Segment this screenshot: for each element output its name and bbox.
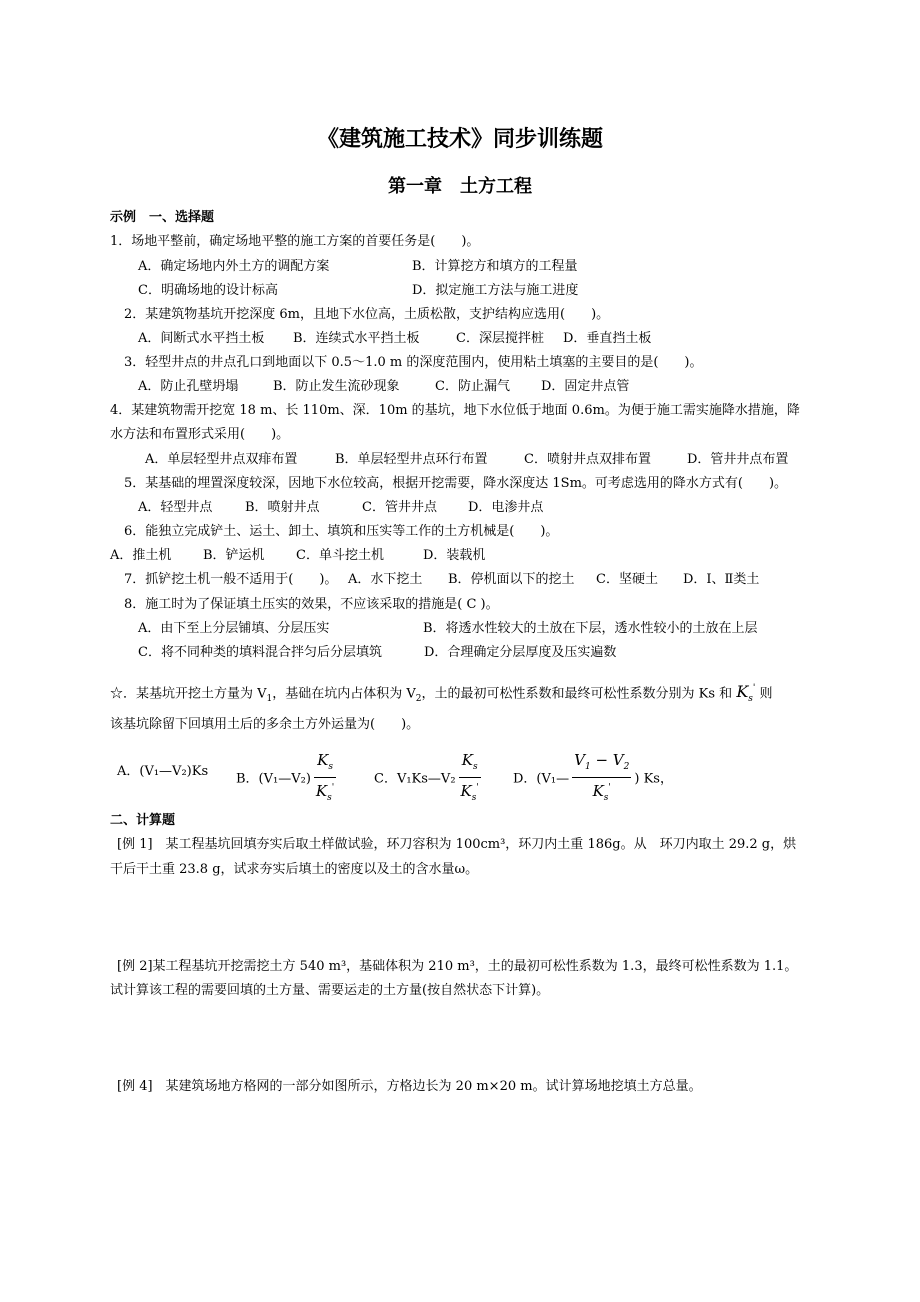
question-9-option-d xyxy=(513,750,673,808)
question-1-option-a: A．确定场地内外土方的调配方案 xyxy=(138,259,330,274)
example-2-line1: [例 2]某工程基坑开挖需挖土方 540 m³，基础体积为 210 m³，土的最初可松性系数为 1.3，最终可松性系数为 1.1。 xyxy=(117,959,798,974)
question-9-option-c-prefix: C．V₁Ks—V₂ xyxy=(374,771,456,787)
question-4-option-b: B．单层轻型井点环行布置 xyxy=(335,452,488,467)
question-9-stem-line1: ☆．某基坑开挖土方量为 $V_1$，基础在坑内占体积为 $V_2$，土的最初可松性系数和最终可松性系数分别为 Ks 和 $K_s'$ 则 xyxy=(110,682,773,705)
question-5-stem: 5．某基础的埋置深度较深，因地下水位较高，根据开挖需要，降水深度达 1Sm。可考虑选用的降水方式有( )。 xyxy=(124,476,788,491)
fraction-v1-minus-v2-over-ks-prime: $\frac{V_1 - V_2}{K_s'}$ xyxy=(574,751,630,803)
question-8-stem: 8．施工时为了保证填土压实的效果，不应该采取的措施是( C )。 xyxy=(124,597,499,612)
question-3-option-d: D．固定井点管 xyxy=(541,379,630,394)
question-6-stem: 6．能独立完成铲土、运土、卸土、填筑和压实等工作的土方机械是( )。 xyxy=(124,524,559,539)
question-4-stem-line2: 水方法和布置形式采用( )。 xyxy=(110,427,290,442)
question-1-stem: 1．场地平整前，确定场地平整的施工方案的首要任务是( )。 xyxy=(110,234,480,249)
question-1-option-d: D．拟定施工方法与施工进度 xyxy=(412,283,579,298)
question-6-option-d: D．装载机 xyxy=(423,548,486,563)
question-5-option-d: D．电渗井点 xyxy=(468,500,544,515)
question-4-stem-line1: 4．某建筑物需开挖宽 18 m、长 110m、深．10m 的基坑，地下水位低于地面 0.6m。为便于施工需实施降水措施，降 xyxy=(110,403,800,418)
question-6-option-c: C．单斗挖土机 xyxy=(296,548,384,563)
question-4-option-c: C．喷射井点双排布置 xyxy=(524,452,651,467)
example-4-line1: [例 4] 某建筑场地方格网的一部分如图所示，方格边长为 20 m×20 m。试计算场地挖填土方总量。 xyxy=(117,1079,702,1094)
question-2-stem: 2．某建筑物基坑开挖深度 6m，且地下水位高，土质松散，支护结构应选用( )。 xyxy=(124,307,610,322)
question-7-stem: 7．抓铲挖土机一般不适用于( )。 xyxy=(124,572,338,587)
question-9-option-b-prefix: B．(V₁—V₂) xyxy=(236,771,311,787)
question-7-option-d: D．I、Ⅱ类土 xyxy=(683,572,760,587)
question-1-option-b: B．计算挖方和填方的工程量 xyxy=(412,259,578,274)
question-1-option-c: C．明确场地的设计标高 xyxy=(138,283,278,298)
question-9-stem-part-d: 则 xyxy=(759,686,773,702)
question-5-option-b: B．喷射井点 xyxy=(245,500,320,515)
question-9-option-a: A．(V₁—V₂)Ks xyxy=(117,764,209,779)
question-4-option-d: D．管井井点布置 xyxy=(687,452,789,467)
question-7-option-b: B．停机面以下的挖土 xyxy=(448,572,575,587)
question-9-option-d-suffix: ) Ks， xyxy=(634,771,673,787)
fraction-ks-over-ks-prime: $\frac{K_s}{K_s'}$ xyxy=(315,751,335,803)
ks-prime-symbol: $K_s'$ xyxy=(736,682,756,705)
question-7-option-a: A．水下挖土 xyxy=(348,572,423,587)
section-heading-calculation: 二、计算题 xyxy=(110,813,176,828)
question-8-option-b: B．将透水性较大的土放在下层，透水性较小的土放在上层 xyxy=(423,621,758,636)
question-9-option-d-prefix: D．(V₁— xyxy=(513,771,570,787)
question-3-option-a: A．防止孔壁坍塌 xyxy=(138,379,239,394)
question-2-option-b: B．连续式水平挡土板 xyxy=(293,331,420,346)
question-9-option-b xyxy=(236,750,339,808)
question-8-option-a: A．由下至上分层铺填、分层压实 xyxy=(138,621,330,636)
question-6-option-a: A．推土机 xyxy=(110,548,172,563)
question-3-option-b: B．防止发生流砂现象 xyxy=(273,379,400,394)
question-7-option-c: C．坚硬土 xyxy=(596,572,658,587)
fraction-ks-over-ks-prime-2: $\frac{K_s}{K_s'}$ xyxy=(460,751,479,803)
document-title: 《建筑施工技术》同步训练题 xyxy=(316,126,603,152)
question-2-option-d: D．垂直挡土板 xyxy=(563,331,652,346)
question-8-option-d: D．合理确定分层厚度及压实遍数 xyxy=(424,645,617,660)
question-5-option-c: C．管井井点 xyxy=(362,500,437,515)
question-2-option-a: A．间断式水平挡土板 xyxy=(138,331,265,346)
question-9-stem-line2: 该基坑除留下回填用土后的多余土方外运量为( )。 xyxy=(110,717,420,732)
example-2-line2: 试计算该工程的需要回填的土方量、需要运走的土方量(按自然状态下计算)。 xyxy=(110,983,550,998)
section-heading-choice: 示例 一、选择题 xyxy=(110,210,215,225)
question-9-stem-part-b: ，基础在坑内占体积为 V xyxy=(272,686,416,702)
question-3-stem: 3．轻型井点的井点孔口到地面以下 0.5～1.0 m 的深度范围内，使用粘土填塞的主要目的是( )。 xyxy=(124,355,703,370)
question-6-option-b: B．铲运机 xyxy=(203,548,265,563)
question-2-option-c: C．深层搅拌桩 xyxy=(456,331,544,346)
question-8-option-c: C．将不同种类的填料混合拌匀后分层填筑 xyxy=(138,645,382,660)
example-1-line2: 干后干土重 23.8 g，试求夯实后填土的密度以及土的含水量ω。 xyxy=(110,862,479,877)
chapter-heading: 第一章 土方工程 xyxy=(388,176,532,197)
question-5-option-a: A．轻型井点 xyxy=(138,500,213,515)
question-4-option-a: A．单层轻型井点双痱布置 xyxy=(145,452,298,467)
question-9-stem-part-a: ☆．某基坑开挖土方量为 V xyxy=(110,686,267,702)
question-9-option-c xyxy=(374,750,484,808)
example-1-line1: [例 1] 某工程基坑回填夯实后取土样做试验，环刀容积为 100cm³，环刀内土重 186g。从 环刀内取土 29.2 g，烘 xyxy=(117,837,797,852)
question-3-option-c: C．防止漏气 xyxy=(435,379,510,394)
question-9-stem-part-c: ，土的最初可松性系数和最终可松性系数分别为 Ks 和 xyxy=(421,686,733,702)
